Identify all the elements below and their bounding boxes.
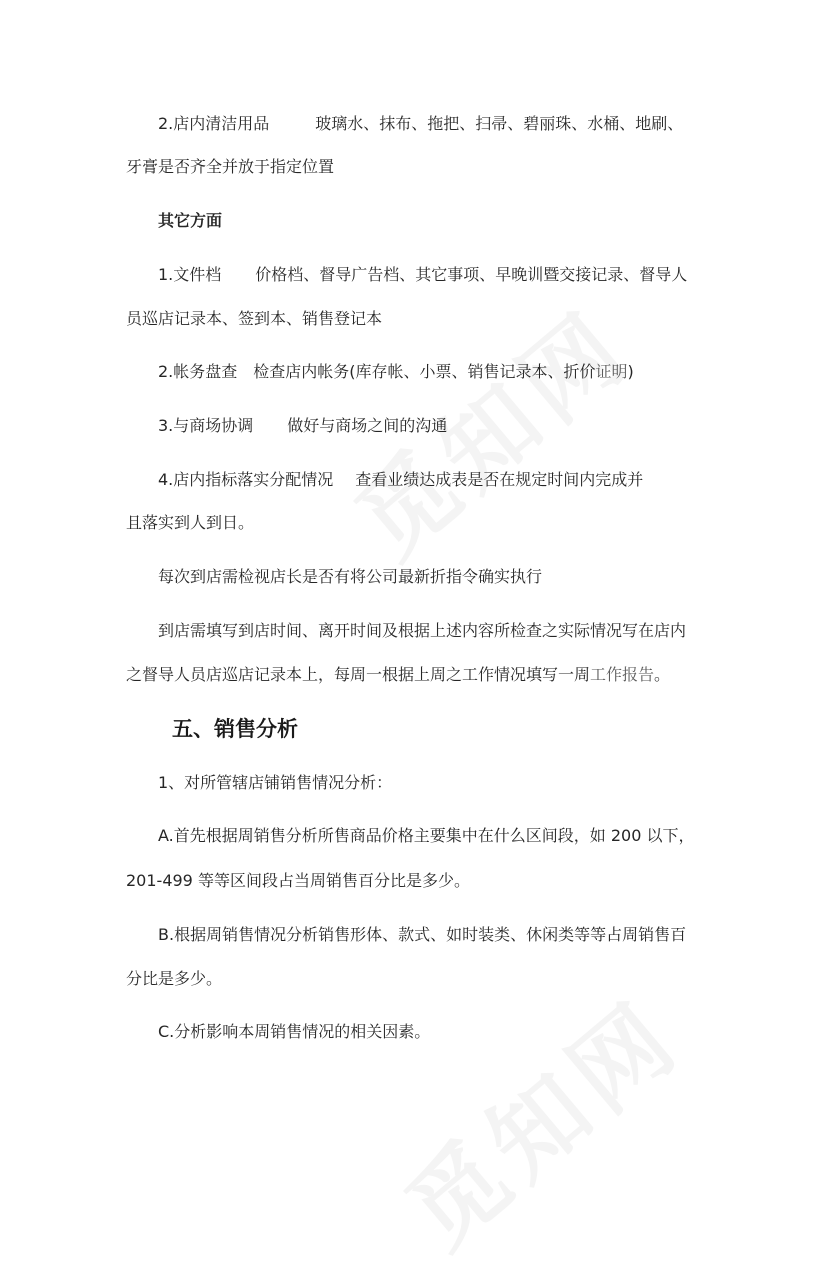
item-label: 4.店内指标落实分配情况	[158, 470, 334, 489]
punctuation: 。	[654, 665, 671, 684]
item-label: 2.店内清洁用品	[158, 114, 270, 133]
link-proof[interactable]: 证明	[595, 362, 628, 381]
link-work-report[interactable]: 工作报告	[590, 665, 655, 684]
paragraph-line: 员巡店记录本、签到本、销售登记本	[126, 309, 383, 328]
paragraph-line: 分比是多少。	[126, 969, 223, 988]
paragraph-accounts	[158, 361, 758, 383]
item-text: 之督导人员店巡店记录本上，每周一根据上周之工作情况填写一周	[126, 665, 591, 684]
punctuation: )	[627, 362, 634, 381]
paragraph-price-range: A.首先根据周销售分析所售商品价格主要集中在什么区间段，如 200 以下，	[158, 826, 695, 845]
section-title: 五、销售分析	[172, 717, 298, 741]
paragraph-targets	[158, 469, 758, 491]
paragraph-visit: 每次到店需检视店长是否有将公司最新折指令确实执行	[158, 567, 543, 586]
paragraph-cleaning-supplies	[158, 113, 758, 135]
paragraph-factors: C.分析影响本周销售情况的相关因素。	[158, 1022, 431, 1041]
paragraph-files	[158, 264, 758, 286]
item-text: 价格档、督导广告档、其它事项、早晚训暨交接记录、督导人	[255, 265, 688, 284]
paragraph-record: 到店需填写到店时间、离开时间及根据上述内容所检查之实际情况写在店内	[158, 621, 687, 640]
item-label: 2.帐务盘查	[158, 362, 238, 381]
paragraph-mall	[158, 415, 758, 437]
paragraph-analysis-intro: 1、对所管辖店铺销售情况分析：	[158, 773, 393, 792]
item-text: 玻璃水、抹布、拖把、扫帚、碧丽珠、水桶、地刷、	[315, 114, 684, 133]
item-text: 查看业绩达成表是否在规定时间内完成并	[355, 470, 644, 489]
paragraph-line: 201-499 等等区间段占当周销售百分比是多少。	[126, 871, 470, 890]
item-label: 3.与商场协调	[158, 416, 254, 435]
sub-heading: 其它方面	[158, 211, 223, 230]
paragraph-line	[126, 664, 726, 686]
item-text: 做好与商场之间的沟通	[287, 416, 448, 435]
watermark	[373, 964, 705, 1273]
item-label: 1.文件档	[158, 265, 222, 284]
item-text: 检查店内帐务(库存帐、小票、销售记录本、折价	[253, 362, 596, 381]
paragraph-style: B.根据周销售情况分析销售形体、款式、如时装类、休闲类等等占周销售百	[158, 925, 687, 944]
paragraph-line: 牙膏是否齐全并放于指定位置	[126, 157, 335, 176]
paragraph-line: 且落实到人到日。	[126, 513, 255, 532]
